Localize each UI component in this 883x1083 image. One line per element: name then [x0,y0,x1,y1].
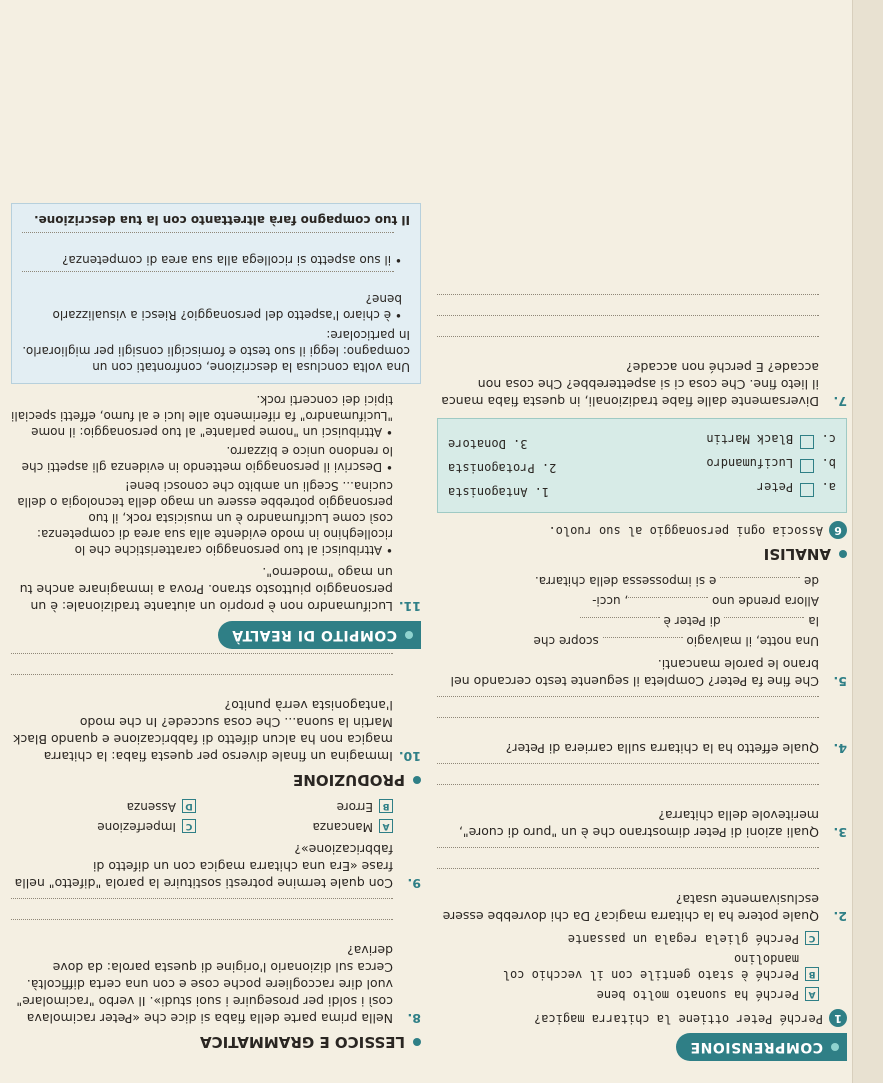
banner-dot-icon [831,1043,839,1051]
lessico-heading [11,1033,421,1051]
answer-line[interactable] [437,696,819,713]
character-a[interactable]: a. Peter [757,480,836,499]
question-text: Quale effetto ha la chitarra sulla carriera di Peter? [505,741,819,756]
role-label: 3. Donatore [448,437,528,451]
option-text: Mancanza [312,820,373,834]
option-text: Errore [336,800,373,814]
check-item: • è chiaro l'aspetto del personaggio? Riesci a visualizzarlo bene? [52,292,402,322]
instructions-list [11,392,393,558]
question-number: 9. [407,876,421,891]
answer-line[interactable] [11,653,393,670]
peer-review-box [11,203,421,384]
question-1 [437,1009,847,1027]
role-label: 2. Protagonista [448,461,557,475]
question-number: 4. [833,741,847,756]
answer-line[interactable] [437,868,819,885]
heading-text: PRODUZIONE [293,771,405,789]
question-number: 10. [398,749,421,764]
question-text: Associa ogni personaggio al suo ruolo. [548,524,823,538]
check-list [22,232,402,323]
question-text: Con quale termine potresti sostituire la parola "difetto" nella frase «Era una chitarra magica con un difetto di fabbricazione»? [14,842,393,891]
checkbox[interactable]: A [379,819,393,833]
option-text: Perché è stato gentile con il vecchio col mandolino [502,952,799,982]
question-6 [437,521,847,539]
option-text: Perché ha suonato molto bene [596,988,799,1002]
question-text: Quali azioni di Peter dimostrano che è un "puro di cuore", meritevole della chitarra? [458,808,819,840]
check-item: • il suo aspetto si ricollega alla sua area di competenza? [62,253,402,267]
bullet-icon [413,1038,421,1046]
bullet-icon [839,550,847,558]
question-number: 6 [829,521,847,539]
question-number: 7. [833,394,847,409]
question-text: Che fine fa Peter? Completa il seguente testo cercando nel brano le parole mancanti. [450,657,819,689]
question-number: 5. [833,674,847,689]
match-row [448,480,836,499]
produzione-heading [11,771,421,789]
question-2 [437,891,847,925]
option-text: Perché gliela regala un passante [567,932,799,946]
question-number: 3. [833,825,847,840]
peer-review-text: Una volta conclusa la descrizione, confrontati con un compagno: leggi il suo testo e forniscigli consigli per migliorarlo. In particolare: [22,328,410,374]
match-row [448,456,836,475]
right-column [11,203,421,1061]
fill-in-text [437,573,819,650]
option-a[interactable] [208,819,393,835]
compito-banner [218,621,421,649]
answer-line[interactable] [437,315,819,332]
instruction-item: • Attribuisci al tuo personaggio caratteristiche che lo ricolleghino in modo evidente alla sua area di competenza: così come Lucifumandro è un musicista rock, il tuo personaggio potrebbe essere un mago della tecnologia o della cucina... Scegli un ambito che conosci bene! [17,479,393,557]
role-label: 1. Antagonista [448,485,550,499]
question-number: 2. [833,909,847,924]
question-4 [437,740,847,757]
instruction-item: • Attribuisci un "nome parlante" al tuo personaggio: il nome "Lucifumandro" fa riferimento alle luci e al fumo, effetti speciali tipici dei concerti rock. [11,393,393,439]
answer-line[interactable] [22,232,394,249]
bullet-icon [413,776,421,784]
matching-box [437,418,847,513]
question-7 [437,359,847,410]
question-11 [11,564,421,615]
options-grid [11,799,393,835]
question-3 [437,807,847,841]
blank-field[interactable] [720,577,800,590]
fill-text: Allora prende uno [712,594,819,608]
question-5 [437,656,847,690]
fill-text: de [804,574,819,588]
option-b[interactable] [208,799,393,815]
option-c[interactable] [437,931,819,947]
question-text: Nella prima parte della fiaba si dice che «Peter racimolava così i soldi per proseguire i suoi studi». Il verbo "racimolare" vuol dire raccogliere poche cose e con una certa difficoltà. Cerca sul dizionario l'origine di questa parola: da dove deriva? [16,943,393,1026]
question-text: Perché Peter ottiene la chitarra magica? [534,1012,823,1026]
checkbox[interactable]: B [379,799,393,813]
answer-line[interactable] [437,847,819,864]
answer-line[interactable] [11,674,393,691]
option-text: Assenza [126,800,176,814]
question-number: 8. [407,1011,421,1026]
answer-line[interactable] [437,717,819,734]
blank-field[interactable] [580,617,660,630]
checkbox[interactable]: C [805,931,819,945]
page-gutter [852,0,883,1083]
character-b[interactable]: b. Lucifumandro [706,456,836,475]
answer-line[interactable] [437,294,819,311]
blank-field[interactable] [724,617,804,630]
question-9 [11,841,421,892]
checkbox[interactable]: B [805,967,819,981]
fill-text: la [808,614,819,628]
heading-text: LESSICO E GRAMMATICA [200,1033,405,1051]
checkbox[interactable] [800,435,814,449]
blank-field[interactable] [603,637,683,650]
comprensione-banner [676,1033,847,1061]
instruction-item: • Descrivi il personaggio mettendo in evidenza gli aspetti che lo rendono unico e bizzarro. [21,444,393,474]
blank-field[interactable] [628,597,708,610]
question-text: Lucifumandro non è proprio un aiutante tradizionale: è un personaggio piuttosto strano. Prova a immaginare anche tu un mago "moderno". [19,565,393,614]
answer-line[interactable] [437,336,819,353]
option-d[interactable] [11,799,196,815]
fill-text: , ucci- [592,594,629,608]
question-8 [11,942,421,1027]
answer-line[interactable] [11,919,393,936]
match-row [448,432,836,451]
answer-line[interactable] [437,763,819,780]
fill-text: di Peter è [663,614,721,628]
option-c[interactable] [11,819,196,835]
answer-line[interactable] [437,784,819,801]
answer-line[interactable] [22,271,394,288]
fill-text: scopre che [533,634,599,648]
option-b[interactable] [437,951,819,983]
question-text: Diversamente dalle fiabe tradizionali, in questa fiaba manca il lieto fine. Che cosa ci si aspetterebbe? Che cosa non accade? E perché non accade? [441,360,819,409]
question-number: 11. [398,599,421,614]
fill-text: e si impossessa della chitarra. [534,574,717,588]
checkbox[interactable] [800,459,814,473]
banner-dot-icon [405,631,413,639]
answer-line[interactable] [11,898,393,915]
fill-text: Una notte, il malvagio [686,634,819,648]
analisi-heading [437,545,847,563]
checkbox[interactable]: C [182,819,196,833]
option-a[interactable] [437,987,819,1003]
banner-label: COMPITO DI REALTÀ [231,627,397,643]
checkbox[interactable]: A [805,987,819,1001]
checkbox[interactable]: D [182,799,196,813]
banner-label: COMPRENSIONE [690,1039,823,1055]
character-c[interactable]: c. Black Martin [706,432,836,451]
question-text: Quale potere ha la chitarra magica? Da chi dovrebbe essere esclusivamente usata? [442,892,819,924]
question-text: Immagina un finale diverso per questa fiaba: la chitarra magica non ha alcun difetto di fabbricazione e quando Black Martin la suona... Che cosa succede? In che modo l'antagonista verrà punito? [13,698,393,764]
checkbox[interactable] [800,483,814,497]
final-note: Il tuo compagno farà altrettanto con la tua descrizione. [34,213,410,227]
option-text: Imperfezione [97,820,176,834]
left-column [437,290,847,1061]
heading-text: ANALISI [763,545,831,563]
question-number: 1 [829,1009,847,1027]
question-10 [11,697,421,765]
